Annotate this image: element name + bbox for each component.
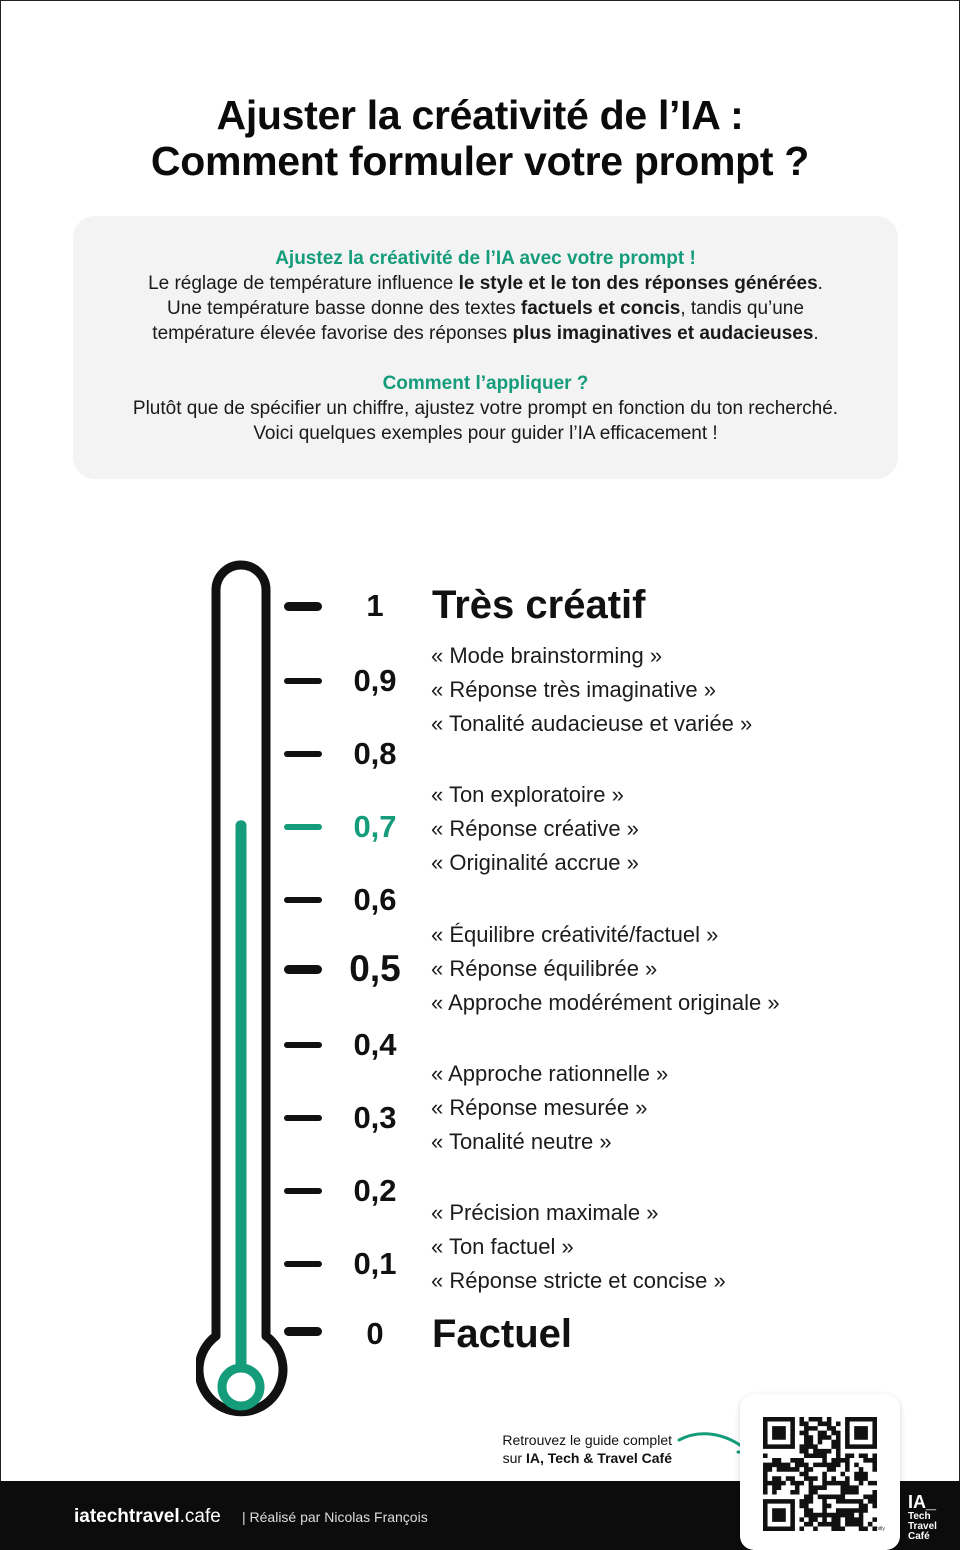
how-to-line-1: Plutôt que de spécifier un chiffre, ajustez votre prompt en fonction du ton recherché. [132,398,839,419]
intro-text: Une température basse donne des textes [167,298,521,319]
qr-modules [763,1417,877,1531]
scale-tick [284,602,322,611]
intro-emphasis: plus imaginatives et audacieuses [512,323,814,344]
prompt-phrase: « Précision maximale » [431,1200,659,1225]
qr-code-icon[interactable] [763,1417,877,1531]
prompt-phrase: « Approche modérément originale » [431,990,780,1015]
prompt-phrase: « Réponse équilibrée » [431,956,658,981]
scale-value: 0,8 [353,736,397,771]
logo-text: Tech [908,1511,931,1522]
site-name: iatechtravel [74,1506,180,1527]
prompt-phrase: « Tonalité audacieuse et variée » [431,711,753,736]
guide-text: sur [502,1450,526,1466]
intro-box [73,216,898,479]
phrase-group [431,1196,726,1298]
prompt-phrase: « Mode brainstorming » [431,643,663,668]
scale-tick [284,897,322,903]
author-credit: | Réalisé par Nicolas François [242,1509,428,1525]
intro-heading: Ajustez la créativité de l’IA avec votre prompt ! [275,248,696,269]
scale-tick [284,1042,322,1048]
prompt-phrase: « Réponse très imaginative » [431,677,716,702]
intro-line-3 [73,321,898,346]
scale-value: 0,2 [353,1173,397,1208]
scale-value: 0,5 [349,948,401,989]
scale-value: 0,4 [353,1027,397,1062]
title-line-2: Comment formuler votre prompt ? [150,138,810,184]
prompt-phrase: « Approche rationnelle » [431,1061,669,1086]
scale-tick [284,1188,322,1194]
prompt-phrase: « Réponse créative » [431,816,639,841]
scale-value: 0 [366,1316,384,1351]
intro-text: Le réglage de température influence [148,273,459,294]
prompt-phrase: « Ton exploratoire » [431,782,624,807]
thermometer-bulb [222,1368,260,1406]
intro-line-1 [73,271,898,296]
prompt-phrase: « Ton factuel » [431,1234,574,1259]
qr-card[interactable] [740,1394,900,1550]
prompt-phrase: « Réponse mesurée » [431,1095,648,1120]
phrase-group [431,639,752,741]
scale-tick [284,678,322,684]
prompt-phrase: « Tonalité neutre » [431,1129,612,1154]
intro-emphasis: factuels et concis [520,298,681,319]
site-link[interactable] [74,1506,221,1528]
intro-text: . [817,273,823,294]
qr-caption: bitly [876,1526,885,1532]
prompt-phrase: « Réponse stricte et concise » [431,1268,726,1293]
phrase-group [431,918,780,1020]
brand-logo [908,1492,937,1542]
guide-callout [460,1431,672,1467]
intro-text: . [813,323,819,344]
level-title-top: Très créatif [432,583,646,627]
scale-tick [284,1115,322,1121]
how-to-line-2: Voici quelques exemples pour guider l’IA efficacement ! [253,423,718,444]
logo-text: Travel [908,1521,937,1532]
intro-line-2 [73,296,898,321]
title-line-1: Ajuster la créativité de l’IA : [216,92,744,138]
intro-text: température élevée favorise des réponses [152,323,513,344]
phrase-group [431,1057,668,1159]
intro-text: , tandis qu’une [680,298,804,319]
thermometer-icon [196,538,288,1438]
guide-line-1: Retrouvez le guide complet [502,1432,672,1448]
scale-tick [284,1327,322,1336]
scale-tick [284,965,322,974]
level-title-bottom: Factuel [432,1312,573,1356]
scale-value-current: 0,7 [353,809,397,844]
prompt-phrase: « Équilibre créativité/factuel » [431,922,719,947]
guide-brand: IA, Tech & Travel Café [525,1450,672,1466]
scale-value: 1 [366,588,384,623]
scale-value: 0,9 [353,663,397,698]
scale-tick-current [284,824,322,830]
page-title [0,92,960,184]
scale-value: 0,1 [353,1246,397,1281]
logo-text: Café [908,1531,930,1542]
prompt-phrase: « Originalité accrue » [431,850,639,875]
site-tld: .cafe [179,1506,221,1527]
intro-emphasis: le style et le ton des réponses générées [458,273,818,294]
logo-text: IA_ [908,1492,937,1512]
phrase-group [431,778,639,880]
how-to-heading: Comment l’appliquer ? [382,373,589,394]
scale-tick [284,751,322,757]
guide-line-2 [460,1449,672,1467]
scale-value: 0,6 [353,882,397,917]
scale-value: 0,3 [353,1100,397,1135]
scale-tick [284,1261,322,1267]
